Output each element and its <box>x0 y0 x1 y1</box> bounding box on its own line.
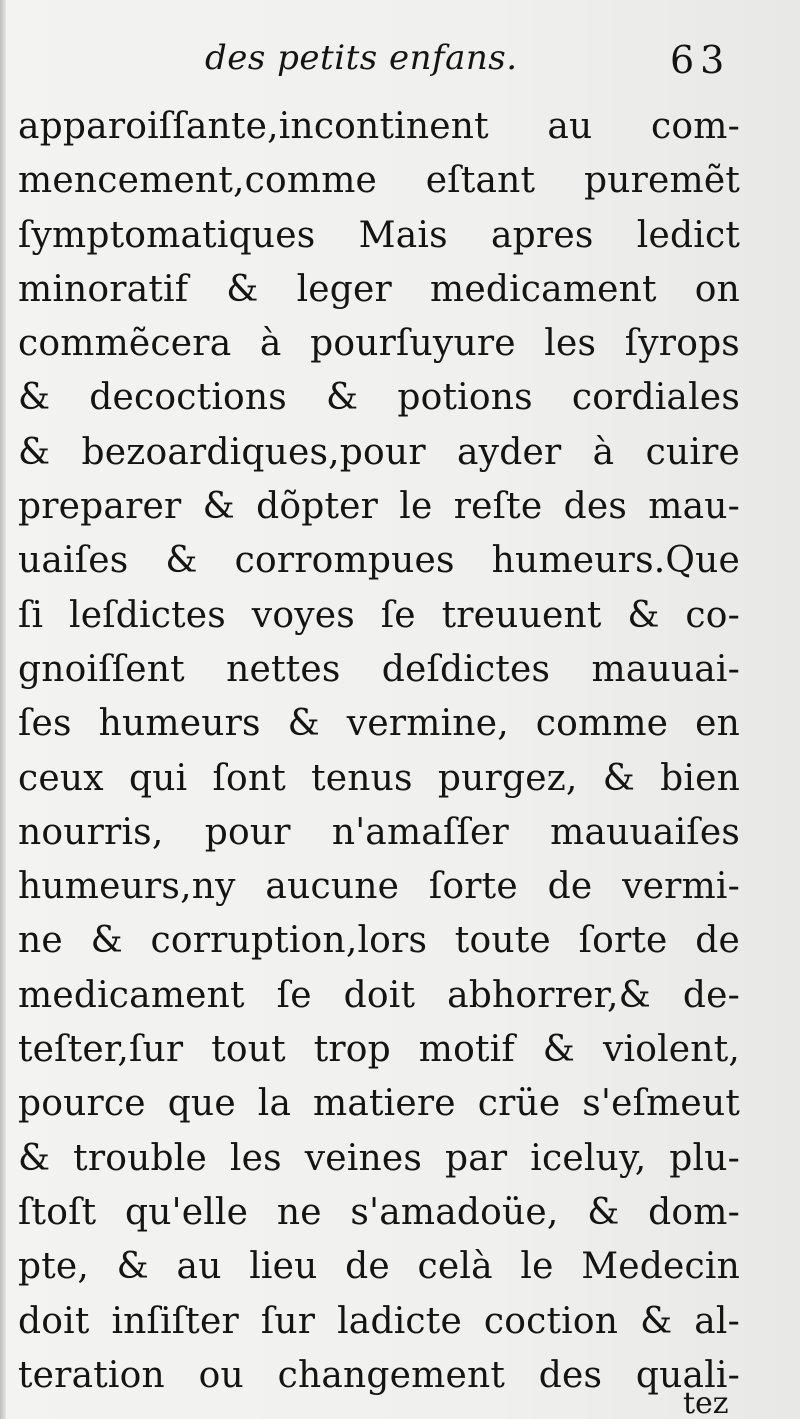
text-line: uaiſes & corrompues humeurs.Que <box>18 540 740 582</box>
text-line: pource que la matiere crüe s'eſmeut <box>18 1083 740 1125</box>
text-line: gnoiſſent nettes deſdictes mauuai- <box>18 648 740 690</box>
text-line: & bezoardiques,pour ayder à cuire <box>18 431 740 473</box>
text-line: teſter,ſur tout trop motif & violent, <box>18 1029 740 1071</box>
text-line: ceux qui ſont tenus purgez, & bien <box>18 757 740 799</box>
text-line: doit inſiſter ſur ladicte coction & al- <box>18 1300 740 1342</box>
text-line: preparer & dõpter le reſte des mau- <box>18 486 740 528</box>
page-number: 63 <box>670 38 731 82</box>
body-text <box>18 100 740 1403</box>
text-line: ſi leſdictes voyes ſe treuuent & co- <box>18 594 740 636</box>
text-line: ne & corruption,lors toute ſorte de <box>18 920 740 962</box>
text-line: mencement,comme eſtant puremẽt <box>18 160 740 202</box>
text-line: & trouble les veines par iceluy, plu- <box>18 1137 740 1179</box>
text-line: teration ou changement des quali- <box>18 1354 740 1396</box>
text-line: & decoctions & potions cordiales <box>18 377 740 419</box>
text-line: apparoiſſante,incontinent au com- <box>18 106 740 147</box>
catchword: tez <box>683 1386 729 1419</box>
text-line: humeurs,ny aucune ſorte de vermi- <box>18 866 740 908</box>
page-gutter-edge <box>0 0 6 1419</box>
text-line: ſymptomatiques Mais apres ledict <box>18 214 740 256</box>
text-line: ſtoſt qu'elle ne s'amadoüe, & dom- <box>18 1191 740 1233</box>
text-line: medicament ſe doit abhorrer,& de- <box>18 974 740 1016</box>
running-head-title: des petits enfans. <box>205 38 518 78</box>
text-line: ſes humeurs & vermine, comme en <box>18 703 740 745</box>
text-line: pte, & au lieu de celà le Medecin <box>18 1246 740 1288</box>
text-line: minoratif & leger medicament on <box>18 268 740 310</box>
running-head <box>0 30 800 100</box>
text-line: nourris, pour n'amaſſer mauuaiſes <box>18 811 740 853</box>
text-line: commẽcera à pourſuyure les ſyrops <box>18 323 740 365</box>
